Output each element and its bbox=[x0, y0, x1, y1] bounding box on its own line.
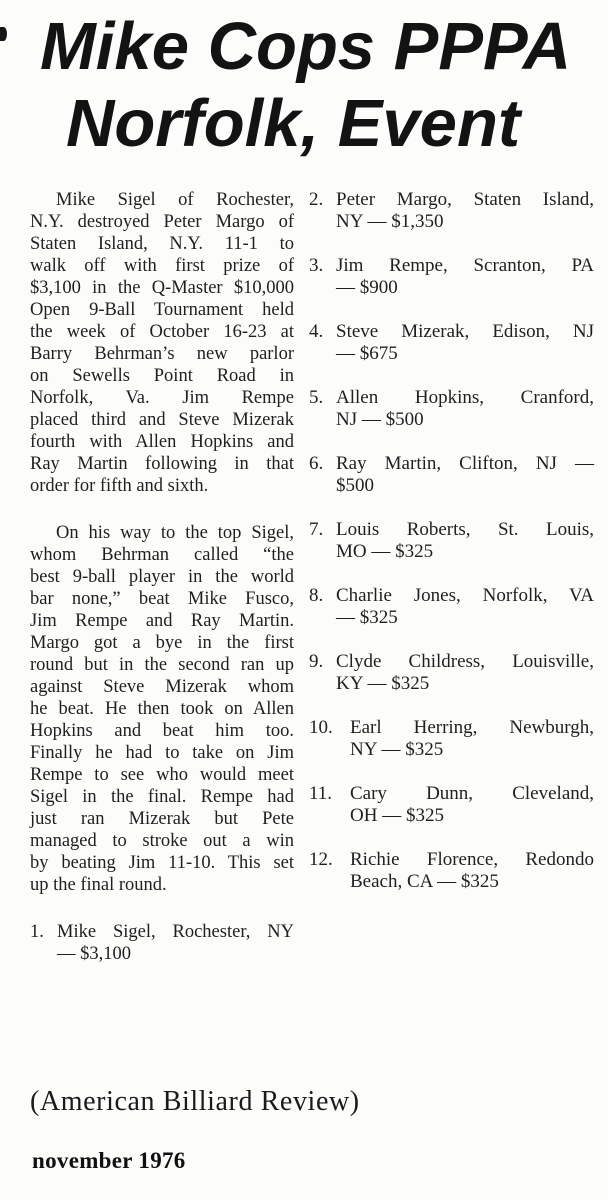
item-line-2: — $3,100 bbox=[57, 944, 131, 964]
standings-item-10 bbox=[309, 717, 594, 761]
title-line-2: Norfolk, Event bbox=[66, 86, 521, 161]
standings-item-9 bbox=[309, 651, 594, 695]
text-line: Margo got a bye in the first bbox=[30, 633, 294, 653]
item-line-2: NY — $325 bbox=[350, 739, 444, 760]
item-line-1: Allen Hopkins, Cranford, bbox=[336, 387, 594, 408]
item-line-1: Cary Dunn, Cleveland, bbox=[350, 783, 594, 804]
item-line-1: Charlie Jones, Norfolk, VA bbox=[336, 585, 594, 606]
text-line: On his way to the top Sigel, bbox=[56, 523, 294, 543]
item-number: 12. bbox=[309, 849, 333, 870]
text-line: best 9-ball player in the world bbox=[30, 567, 294, 587]
item-line-2: NY — $1,350 bbox=[336, 211, 444, 232]
item-number: 3. bbox=[309, 255, 324, 276]
text-line: managed to stroke out a win bbox=[30, 831, 294, 851]
item-number: 4. bbox=[309, 321, 324, 342]
text-line: Barry Behrman’s new parlor bbox=[30, 344, 294, 364]
right-column bbox=[309, 189, 594, 965]
item-number: 5. bbox=[309, 387, 324, 408]
item-number: 8. bbox=[309, 585, 324, 606]
text-line: Norfolk, Va. Jim Rempe bbox=[30, 388, 294, 408]
text-line: round but in the second ran up bbox=[30, 655, 294, 675]
standings-item-5 bbox=[309, 387, 594, 431]
standings-item-11 bbox=[309, 783, 594, 827]
item-line-2: MO — $325 bbox=[336, 541, 434, 562]
text-line: Open 9-Ball Tournament held bbox=[30, 300, 294, 320]
text-line: Sigel in the final. Rempe had bbox=[30, 787, 294, 807]
text-line: by beating Jim 11-10. This set bbox=[30, 853, 294, 873]
item-line-1: Clyde Childress, Louisville, bbox=[336, 651, 594, 672]
standings-item-4 bbox=[309, 321, 594, 365]
item-line-1: Mike Sigel, Rochester, NY bbox=[57, 922, 294, 942]
scan-artifact bbox=[0, 27, 7, 41]
text-line: Jim Rempe and Ray Martin. bbox=[30, 611, 294, 631]
item-line-1: Richie Florence, Redondo bbox=[350, 849, 594, 870]
text-line: he beat. He then took on Allen bbox=[30, 699, 294, 719]
text-line: Staten Island, N.Y. 11-1 to bbox=[30, 234, 294, 254]
text-line: Ray Martin following in that bbox=[30, 454, 294, 474]
standings-item-7 bbox=[309, 519, 594, 563]
item-line-2: — $325 bbox=[336, 607, 398, 628]
text-line: fourth with Allen Hopkins and bbox=[30, 432, 294, 452]
text-line: bar none,” beat Mike Fusco, bbox=[30, 589, 294, 609]
item-number: 1. bbox=[30, 922, 44, 942]
standings-item-3 bbox=[309, 255, 594, 299]
standings-item-8 bbox=[309, 585, 594, 629]
text-line: up the final round. bbox=[30, 875, 167, 895]
item-line-2: $500 bbox=[336, 475, 374, 496]
text-line: on Sewells Point Road in bbox=[30, 366, 294, 386]
item-line-2: NJ — $500 bbox=[336, 409, 424, 430]
item-line-1: Steve Mizerak, Edison, NJ bbox=[336, 321, 594, 342]
item-line-1: Ray Martin, Clifton, NJ — bbox=[336, 453, 594, 474]
text-line: just ran Mizerak but Pete bbox=[30, 809, 294, 829]
title-line-1: Mike Cops PPPA bbox=[40, 9, 572, 84]
text-line: Rempe to see who would meet bbox=[30, 765, 294, 785]
paragraph-2 bbox=[30, 522, 294, 896]
standings-item-12 bbox=[309, 849, 594, 893]
article-title bbox=[40, 8, 600, 162]
text-line: the week of October 16-23 at bbox=[30, 322, 294, 342]
text-line: Hopkins and beat him too. bbox=[30, 721, 294, 741]
text-line: Finally he had to take on Jim bbox=[30, 743, 294, 763]
paragraph-1 bbox=[30, 189, 294, 497]
text-line: placed third and Steve Mizerak bbox=[30, 410, 294, 430]
item-line-1: Peter Margo, Staten Island, bbox=[336, 189, 594, 210]
text-line: $3,100 in the Q-Master $10,000 bbox=[30, 278, 294, 298]
item-number: 9. bbox=[309, 651, 324, 672]
left-column bbox=[30, 189, 294, 965]
item-line-2: KY — $325 bbox=[336, 673, 430, 694]
text-line: N.Y. destroyed Peter Margo of bbox=[30, 212, 294, 232]
issue-date: november 1976 bbox=[32, 1148, 186, 1173]
item-number: 11. bbox=[309, 783, 333, 804]
standings-item-2 bbox=[309, 189, 594, 233]
source-credit: (American Billiard Review) bbox=[30, 1086, 360, 1117]
item-line-1: Earl Herring, Newburgh, bbox=[350, 717, 594, 738]
text-line: Mike Sigel of Rochester, bbox=[56, 190, 294, 210]
item-number: 7. bbox=[309, 519, 324, 540]
text-line: whom Behrman called “the bbox=[30, 545, 294, 565]
item-line-2: — $675 bbox=[336, 343, 398, 364]
item-line-2: Beach, CA — $325 bbox=[350, 871, 499, 892]
item-number: 2. bbox=[309, 189, 324, 210]
item-line-2: — $900 bbox=[336, 277, 398, 298]
item-number: 10. bbox=[309, 717, 333, 738]
item-line-1: Jim Rempe, Scranton, PA bbox=[336, 255, 594, 276]
standings-item-1 bbox=[30, 921, 294, 965]
item-number: 6. bbox=[309, 453, 324, 474]
text-line: order for fifth and sixth. bbox=[30, 476, 209, 496]
item-line-2: OH — $325 bbox=[350, 805, 444, 826]
article-body bbox=[30, 189, 594, 965]
item-line-1: Louis Roberts, St. Louis, bbox=[336, 519, 594, 540]
text-line: against Steve Mizerak whom bbox=[30, 677, 294, 697]
text-line: walk off with first prize of bbox=[30, 256, 294, 276]
standings-item-6 bbox=[309, 453, 594, 497]
